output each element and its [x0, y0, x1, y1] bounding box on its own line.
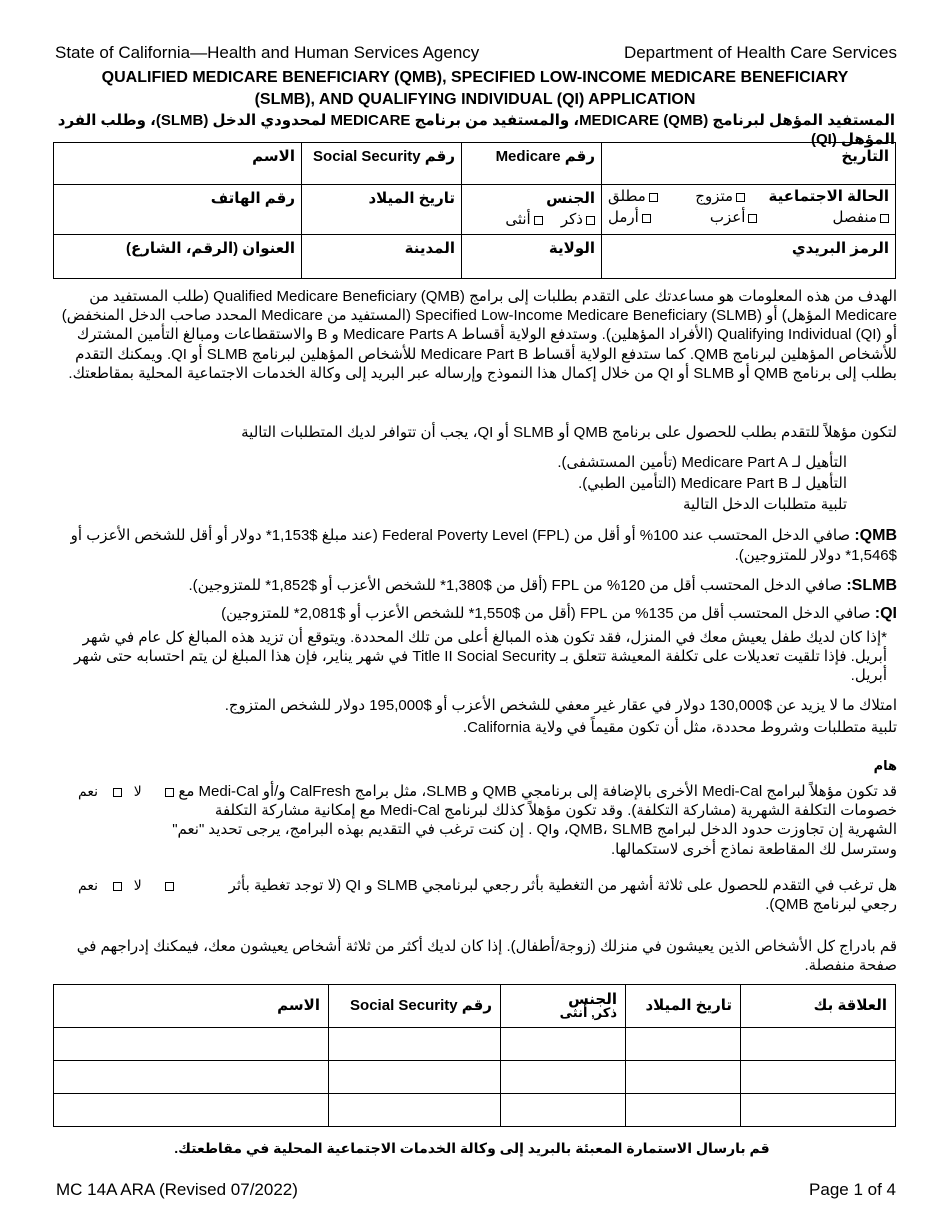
- question-retro-coverage: هل ترغب في التقدم للحصول على ثلاثة أشهر من التغطية بأثر رجعي لبرنامجي SLMB و QI (لا توجد تغطية بأثر رجعي لبرنامج QMB).: [228, 877, 897, 914]
- q2-answers: [60, 877, 190, 895]
- date-label: التاريخ: [841, 148, 889, 165]
- state-field[interactable]: [462, 235, 602, 279]
- title-line-2: (SLMB), AND QUALIFYING INDIVIDUAL (QI) APPLICATION: [254, 91, 696, 108]
- zip-label: الرمز البريدي: [791, 240, 889, 257]
- medicare-field[interactable]: [462, 143, 602, 185]
- single-option[interactable]: أعزب: [710, 208, 758, 227]
- requirements-intro: لتكون مؤهلاً للتقدم بطلب للحصول على برنامج QMB أو SLMB أو QI، يجب أن تتوافر لديك المتطلبات التالية: [241, 424, 897, 441]
- dob-label: تاريخ الميلاد: [368, 190, 455, 207]
- ssn-label: رقم Social Security: [313, 148, 455, 165]
- state-label: الولاية: [548, 240, 595, 257]
- household-table: [53, 984, 896, 1127]
- agency-name: State of California—Health and Human Services Agency: [55, 43, 480, 62]
- female-option[interactable]: أنثى: [505, 210, 542, 229]
- name-label: الاسم: [252, 148, 295, 165]
- col-sex: الجنس ذكر, أنثى: [501, 985, 626, 1028]
- address-label: العنوان (الرقم، الشارع): [126, 240, 295, 257]
- col-dob: تاريخ الميلاد: [626, 985, 741, 1028]
- q2-no-checkbox[interactable]: [113, 882, 122, 891]
- date-field[interactable]: [602, 143, 896, 185]
- city-field[interactable]: [302, 235, 462, 279]
- col-name: الاسم: [54, 985, 329, 1028]
- table-row: [54, 1061, 896, 1094]
- table-row: [54, 1094, 896, 1127]
- requirement-income: تلبية متطلبات الدخل التالية: [682, 496, 847, 513]
- qmb-label: QMB:: [854, 527, 897, 544]
- intro-paragraph: الهدف من هذه المعلومات هو مساعدتك على التقدم بطلبات إلى برامج Qualified Medicare Beneficiary (QMB) (طلب المستفيد من Medicare المؤهل) أو Specified Low-Income Medicare Beneficiary (SLMB) (المستفيد من Medicare المحدد صاحب الدخل المنخفض) أو Qualifying Individual (QI) (الأفراد المؤهلين). وستدفع الولاية أقساط Medicare Parts A و B والاستقطاعات ومبالغ التأمين المشترك للأشخاص المؤهلين لبرنامج QMB. كما ستدفع الولاية أقساط Medicare Part B للأشخاص المؤهلين لبرنامج SLMB أو QI. ويمكنك التقدم بطلب إلى برنامج QMB أو SLMB أو QI من خلال إكمال هذا النموذج وإرساله عبر البريد إلى وكالة الخدمات الاجتماعية المحلية بمقاطعتك.: [61, 288, 897, 382]
- q1-no-checkbox[interactable]: [113, 788, 122, 797]
- phone-field[interactable]: [54, 185, 302, 235]
- q1-answers: [60, 783, 190, 801]
- widowed-checkbox[interactable]: [642, 214, 651, 223]
- q2-yes-checkbox[interactable]: [165, 882, 174, 891]
- male-option[interactable]: ذكر: [561, 210, 595, 229]
- household-header-row: [54, 985, 896, 1028]
- slmb-label: SLMB:: [846, 577, 897, 594]
- marital-label: الحالة الاجتماعية: [768, 188, 889, 205]
- q2-yes[interactable]: نعم: [78, 877, 182, 893]
- residency-requirement: تلبية متطلبات وشروط محددة، مثل أن تكون مقيماً في ولاية California.: [462, 719, 897, 736]
- income-footnote: *إذا كان لديك طفل يعيش معك في المنزل، فقد تكون هذه المبالغ أعلى من تلك المحددة. ويتوقع أن تزيد هذه المبالغ كل عام في شهر أبريل. فإذا تلقيت تعديلات على تكلفة المعيشة تتعلق بـ Title II Social Security في شهر يناير، فإن هذا المبلغ لن يتم احتسابه حتى شهر أبريل.: [74, 629, 887, 685]
- requirement-part-a: التأهيل لـ Medicare Part A (تأمين المستشفى).: [557, 454, 847, 471]
- dob-field[interactable]: [302, 185, 462, 235]
- title-line-1: QUALIFIED MEDICARE BENEFICIARY (QMB), SPECIFIED LOW-INCOME MEDICARE BENEFICIARY: [101, 69, 849, 86]
- table-row: [54, 1028, 896, 1061]
- phone-label: رقم الهاتف: [210, 190, 295, 207]
- q1-no[interactable]: لا: [110, 783, 150, 799]
- form-id: MC 14A ARA (Revised 07/2022): [56, 1180, 298, 1199]
- address-field[interactable]: [54, 235, 302, 279]
- qmb-limit: QMB: صافي الدخل المحتسب عند 100% أو أقل من Federal Poverty Level (FPL) (عند مبلغ $1,153* دولار أو أقل للشخص الأعزب أو $1,546* دولار للمتزوجين).: [70, 527, 897, 565]
- page-number: Page 1 of 4: [809, 1180, 896, 1199]
- household-instruction: قم بادراج كل الأشخاص الذين يعيشون في منزلك (زوجة/أطفال). إذا كان لديك أكثر من ثلاثة أشخاص يعيشون معك، فيمكنك إدراجهم في صفحة منفصلة.: [76, 938, 897, 975]
- married-checkbox[interactable]: [736, 193, 745, 202]
- important-heading: هام: [873, 758, 897, 773]
- name-field[interactable]: [54, 143, 302, 185]
- title-arabic: المستفيد المؤهل لبرنامج MEDICARE (QMB)، والمستفيد من برنامج MEDICARE لمحدودي الدخل (SLMB)، وطلب الفرد المؤهل (QI): [57, 112, 895, 149]
- col-ssn: رقم Social Security: [329, 985, 501, 1028]
- married-option[interactable]: متزوج: [695, 187, 745, 206]
- divorced-option[interactable]: مطلق: [608, 187, 658, 206]
- sex-label: الجنس: [546, 190, 595, 207]
- question-medi-cal: قد تكون مؤهلاً لبرامج Medi-Cal الأخرى بالإضافة إلى برنامجي QMB و SLMB، مثل برامج CalFresh و/أو Medi-Cal مع خصومات التكلفة الشهرية (مشاركة التكلفة). وقد تكون مؤهلاً كذلك لبرنامج Medi-Cal مع إمكانية مشاركة التكلفة الشهرية إن تجاوزت حدود الدخل لبرامج QMB، SLMB، وQI . إن كنت ترغب في التقديم بهذه البرامج، يرجى تحديد "نعم" وسترسل لك المقاطعة نماذج أخرى لاستكمالها.: [172, 783, 897, 858]
- q2-no[interactable]: لا: [110, 877, 150, 893]
- divorced-checkbox[interactable]: [649, 193, 658, 202]
- separated-option[interactable]: منفصل: [832, 208, 889, 227]
- male-checkbox[interactable]: [586, 216, 595, 225]
- col-relationship: العلاقة بك: [741, 985, 896, 1028]
- q1-yes-checkbox[interactable]: [165, 788, 174, 797]
- requirement-part-b: التأهيل لـ Medicare Part B (التأمين الطبي).: [578, 475, 847, 492]
- q1-yes[interactable]: نعم: [78, 783, 182, 799]
- zip-field[interactable]: [602, 235, 896, 279]
- city-label: المدينة: [404, 240, 455, 257]
- qi-limit: QI: صافي الدخل المحتسب أقل من 135% من FPL (أقل من $1,550* للشخص الأعزب أو $2,081* للمتزوجين): [221, 605, 897, 622]
- single-checkbox[interactable]: [748, 214, 757, 223]
- sex-field: [462, 185, 602, 235]
- widowed-option[interactable]: أرمل: [608, 208, 651, 227]
- ssn-field[interactable]: [302, 143, 462, 185]
- applicant-info-table: [53, 142, 896, 279]
- slmb-limit: SLMB: صافي الدخل المحتسب أقل من 120% من FPL (أقل من $1,380* للشخص الأعزب أو $1,852* للمتزوجين).: [188, 577, 897, 594]
- department-name: Department of Health Care Services: [623, 43, 897, 62]
- form-title: [40, 67, 910, 111]
- separated-checkbox[interactable]: [880, 214, 889, 223]
- medicare-label: رقم Medicare: [495, 148, 595, 165]
- marital-field: [602, 185, 896, 235]
- female-checkbox[interactable]: [534, 216, 543, 225]
- asset-limit: امتلاك ما لا يزيد عن $130,000 دولار في عقار غير معفي للشخص الأعزب أو $195,000 دولار للشخص المتزوج.: [224, 697, 897, 714]
- mail-instruction: قم بارسال الاستمارة المعبئة بالبريد إلى وكالة الخدمات الاجتماعية المحلية في مقاطعتك.: [174, 1140, 770, 1156]
- qi-label: QI:: [874, 605, 897, 622]
